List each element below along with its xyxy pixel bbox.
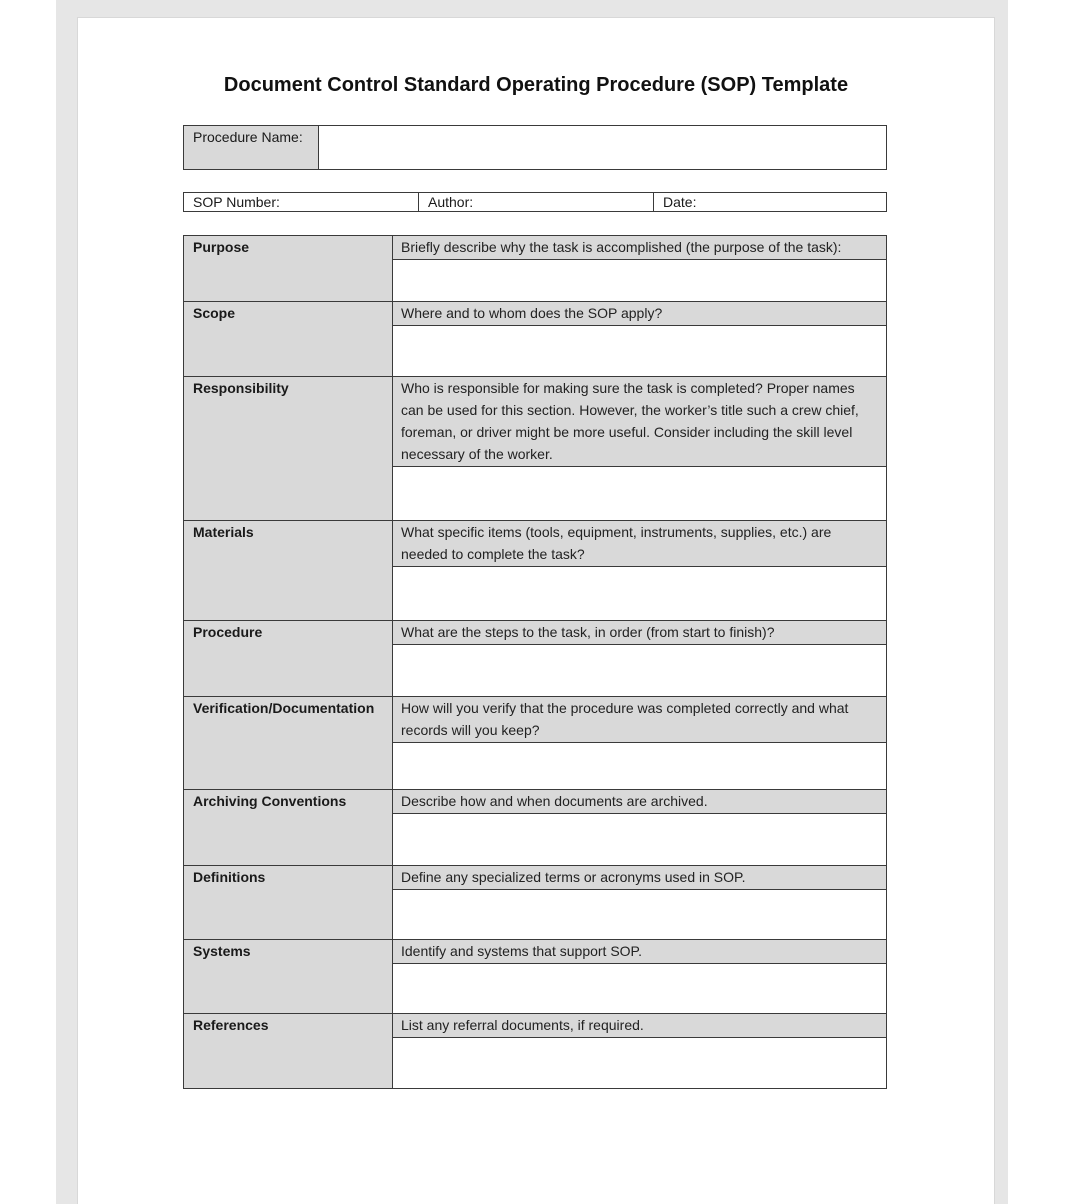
- section-prompt: Where and to whom does the SOP apply?: [393, 302, 886, 326]
- section-answer-field[interactable]: [393, 890, 886, 939]
- section-answer-field[interactable]: [393, 260, 886, 301]
- section-answer-field[interactable]: [393, 1038, 886, 1088]
- section-label: Scope: [184, 302, 393, 376]
- section-definitions: [184, 866, 886, 940]
- section-label: Archiving Conventions: [184, 790, 393, 865]
- section-label: Verification/Documentation: [184, 697, 393, 789]
- section-responsibility: [184, 377, 886, 521]
- section-label: Procedure: [184, 621, 393, 696]
- procedure-name-field[interactable]: [319, 126, 886, 169]
- section-references: [184, 1014, 886, 1089]
- date-field[interactable]: Date:: [663, 194, 697, 210]
- section-prompt: What specific items (tools, equipment, instruments, supplies, etc.) are needed to complete the task?: [393, 521, 886, 567]
- section-answer-field[interactable]: [393, 743, 886, 789]
- procedure-name-box: [183, 125, 887, 170]
- section-systems: [184, 940, 886, 1014]
- sop-info-row: [183, 192, 887, 212]
- section-prompt: What are the steps to the task, in order (from start to finish)?: [393, 621, 886, 645]
- section-label: Materials: [184, 521, 393, 620]
- section-prompt: List any referral documents, if required.: [393, 1014, 886, 1038]
- section-archiving: [184, 790, 886, 866]
- procedure-name-label: Procedure Name:: [184, 126, 319, 169]
- section-label: Systems: [184, 940, 393, 1013]
- section-materials: [184, 521, 886, 621]
- section-prompt: How will you verify that the procedure was completed correctly and what records will you keep?: [393, 697, 886, 743]
- section-answer-field[interactable]: [393, 964, 886, 1013]
- section-answer-field[interactable]: [393, 326, 886, 376]
- section-label: Definitions: [184, 866, 393, 939]
- section-answer-field[interactable]: [393, 814, 886, 865]
- section-prompt: Who is responsible for making sure the task is completed? Proper names can be used for this section. However, the worker’s title such a crew chief, foreman, or driver might be more useful. Consider including the skill level necessary of the worker.: [393, 377, 886, 467]
- section-prompt: Define any specialized terms or acronyms used in SOP.: [393, 866, 886, 890]
- sop-number-field[interactable]: SOP Number:: [184, 193, 419, 211]
- section-procedure: [184, 621, 886, 697]
- section-prompt: Identify and systems that support SOP.: [393, 940, 886, 964]
- section-verification: [184, 697, 886, 790]
- author-field[interactable]: Author:: [419, 193, 654, 211]
- section-label: Purpose: [184, 236, 393, 301]
- section-answer-field[interactable]: [393, 645, 886, 696]
- document-title: Document Control Standard Operating Procedure (SOP) Template: [223, 74, 849, 96]
- section-prompt: Describe how and when documents are archived.: [393, 790, 886, 814]
- section-purpose: [184, 236, 886, 302]
- section-prompt: Briefly describe why the task is accomplished (the purpose of the task):: [393, 236, 886, 260]
- section-scope: [184, 302, 886, 377]
- sop-sections-table: [183, 235, 887, 1089]
- section-answer-field[interactable]: [393, 467, 886, 520]
- section-label: Responsibility: [184, 377, 393, 520]
- section-answer-field[interactable]: [393, 567, 886, 620]
- section-label: References: [184, 1014, 393, 1088]
